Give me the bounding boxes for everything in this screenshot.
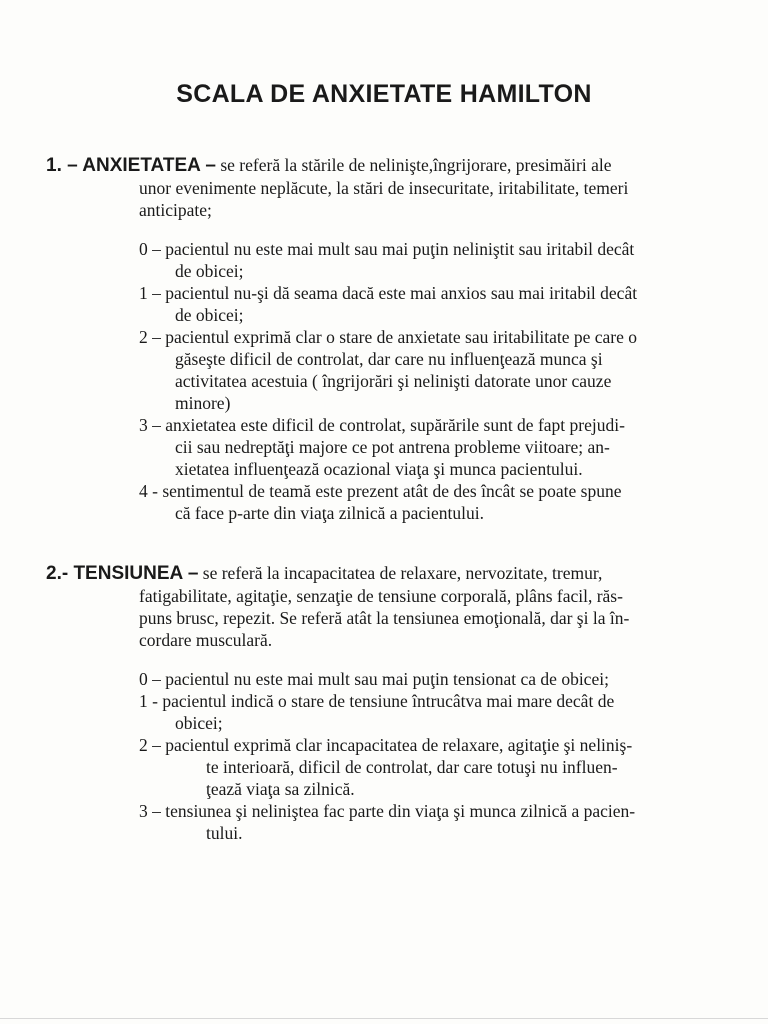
item-line: 4 - sentimentul de teamă este prezent atât de des încât se poate spune (139, 481, 622, 501)
item-line: 0 – pacientul nu este mai mult sau mai puţin tensionat ca de obicei; (139, 669, 609, 689)
intro-line: cordare musculară. (139, 630, 273, 650)
item-line: că face p-arte din viaţa zilnică a pacientului. (175, 503, 484, 523)
item-line: de obicei; (175, 305, 244, 325)
item-line: 3 – anxietatea este dificil de controlat, supărările sunt de fapt prejudi- (139, 415, 625, 435)
section-heading: 1. – ANXIETATEA – (46, 155, 216, 176)
section-intro (46, 154, 746, 221)
score-item (139, 414, 746, 480)
item-line: activitatea acestuia ( îngrijorări şi nelinişti datorate unor cauze (175, 371, 612, 391)
score-item (139, 480, 746, 524)
intro-line: se referă la stările de nelinişte,îngrijorare, presimăiri ale (220, 155, 612, 175)
intro-line: anticipate; (139, 200, 212, 220)
item-line: cii sau nedreptăţi majore ce pot antrena probleme viitoare; an- (175, 437, 610, 457)
score-item (139, 282, 746, 326)
item-line: tului. (206, 823, 243, 843)
page-bottom-edge (0, 1018, 768, 1019)
item-line: 1 – pacientul nu-şi dă seama dacă este mai anxios sau mai iritabil decât (139, 283, 638, 303)
item-line: 2 – pacientul exprimă clar o stare de anxietate sau iritabilitate pe care o (139, 327, 638, 347)
intro-line: unor evenimente neplăcute, la stări de insecuritate, iritabilitate, temeri (139, 178, 629, 198)
score-item (139, 238, 746, 282)
section-heading: 2.- TENSIUNEA – (46, 563, 199, 584)
score-item (139, 668, 746, 690)
item-line: obicei; (175, 713, 223, 733)
item-line: 1 - pacientul indică o stare de tensiune întrucâtva mai mare decât de (139, 691, 615, 711)
score-list (139, 668, 746, 844)
item-line: minore) (175, 393, 231, 413)
item-line: găseşte dificil de controlat, dar care nu influenţează munca şi (175, 349, 603, 369)
score-list (139, 238, 746, 524)
item-line: de obicei; (175, 261, 244, 281)
score-item (139, 800, 746, 844)
intro-line: fatigabilitate, agitaţie, senzaţie de tensiune corporală, plâns facil, răs- (139, 586, 623, 606)
item-line: 0 – pacientul nu este mai mult sau mai puţin neliniştit sau iritabil decât (139, 239, 635, 259)
item-line: 3 – tensiunea şi neliniştea fac parte din viaţa şi munca zilnică a pacien- (139, 801, 636, 821)
score-item (139, 326, 746, 414)
item-line: ţează viaţa sa zilnică. (206, 779, 355, 799)
section-anxietatea (46, 154, 746, 524)
intro-line: puns brusc, repezit. Se referă atât la tensiunea emoţională, dar şi la în- (139, 608, 630, 628)
item-line: 2 – pacientul exprimă clar incapacitatea de relaxare, agitaţie şi neliniş- (139, 735, 633, 755)
score-item (139, 690, 746, 734)
section-intro (46, 562, 746, 651)
section-tensiunea (46, 562, 746, 844)
intro-line: se referă la incapacitatea de relaxare, nervozitate, tremur, (202, 563, 603, 583)
score-item (139, 734, 746, 800)
document-title: SCALA DE ANXIETATE HAMILTON (176, 80, 592, 108)
item-line: xietatea influenţează ocazional viaţa şi munca pacientului. (175, 459, 583, 479)
item-line: te interioară, dificil de controlat, dar care totuşi nu influen- (206, 757, 618, 777)
